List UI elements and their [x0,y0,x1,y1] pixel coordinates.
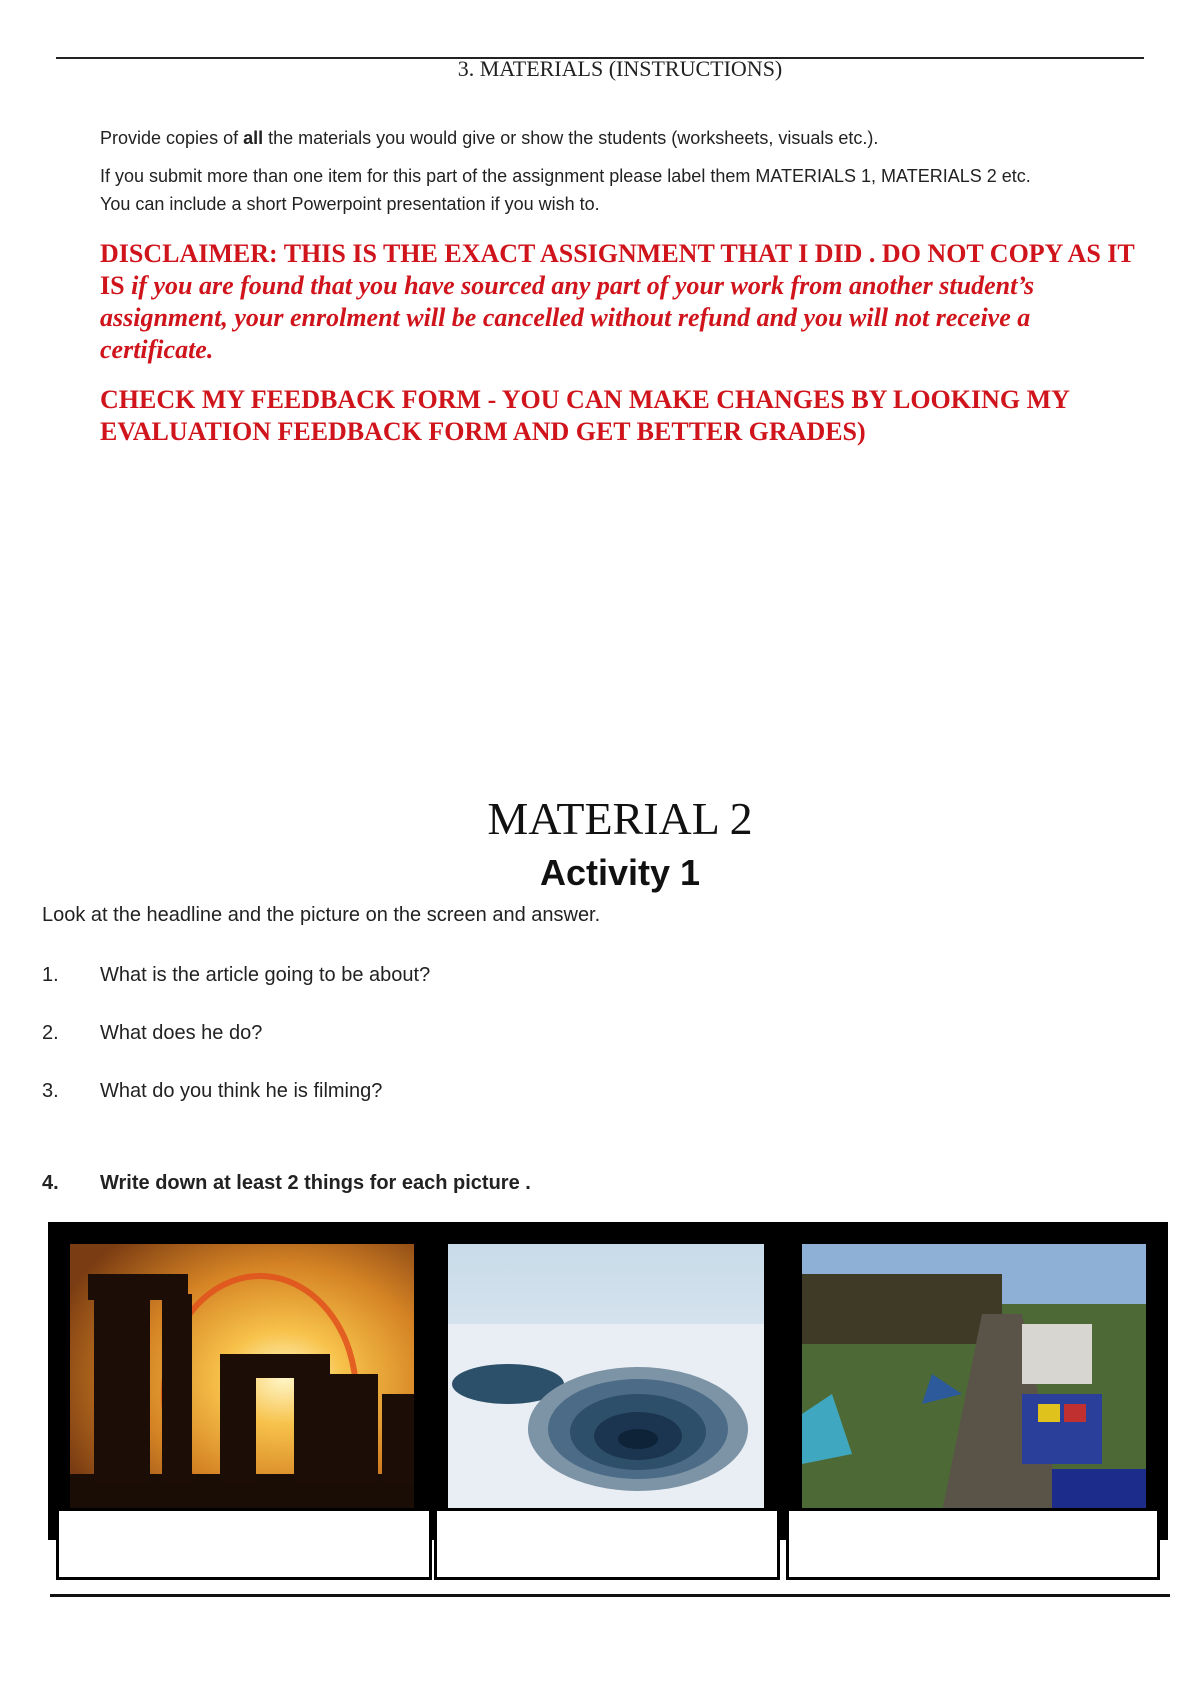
question-number: 3. [42,1080,59,1102]
question-1 [42,964,430,987]
feedback-notice: CHECK MY FEEDBACK FORM - YOU CAN MAKE CHANGES BY LOOKING MY EVALUATION FEEDBACK FORM AND GET BETTER GRADES) [100,385,1069,446]
question-2 [42,1022,262,1045]
photo-strip [48,1222,1168,1540]
question-text: What does he do? [100,1022,263,1044]
instruction-emphasis: all [243,128,264,148]
question-number: 4. [42,1172,59,1194]
question-text: What do you think he is filming? [100,1080,383,1102]
instruction-line-2: If you submit more than one item for this part of the assignment please label them MATERIALS 1, MATERIALS 2 etc. [100,166,1031,186]
stonehenge-sunset-photo [70,1244,414,1512]
instruction-line-1 [100,124,1150,152]
question-text: Write down at least 2 things for each picture . [100,1172,531,1194]
question-number: 2. [42,1022,59,1044]
section-title: 3. MATERIALS (INSTRUCTIONS) [457,56,783,81]
instruction-text: the materials you would give or show the students (worksheets, visuals etc.). [263,128,879,148]
question-3 [42,1080,382,1103]
traveller-camp-road-photo [802,1244,1146,1512]
disclaimer [100,238,1140,366]
disclaimer-italic: if you are found that you have sourced any part of your work from another student’s assignment, your enrolment will be cancelled without refund and you will not receive a certificate. [100,271,1035,364]
bottom-rule [50,1594,1170,1597]
question-text: What is the article going to be about? [100,964,431,986]
material-title: MATERIAL 2 [487,793,753,844]
activity-title: Activity 1 [539,852,701,893]
open-pit-mine-snow-photo [448,1244,764,1512]
answer-box-2[interactable] [434,1508,780,1580]
activity-intro: Look at the headline and the picture on the screen and answer. [42,904,601,926]
answer-box-3[interactable] [786,1508,1160,1580]
instruction-text: Provide copies of [100,128,244,148]
instruction-line-3: You can include a short Powerpoint presentation if you wish to. [100,194,600,214]
answer-box-1[interactable] [56,1508,432,1580]
disclaimer-caps: DISCLAIMER: THIS IS THE EXACT ASSIGNMENT THAT I DID . DO NOT COPY AS IT IS [100,239,1135,300]
question-4 [42,1172,531,1195]
question-number: 1. [42,964,59,986]
